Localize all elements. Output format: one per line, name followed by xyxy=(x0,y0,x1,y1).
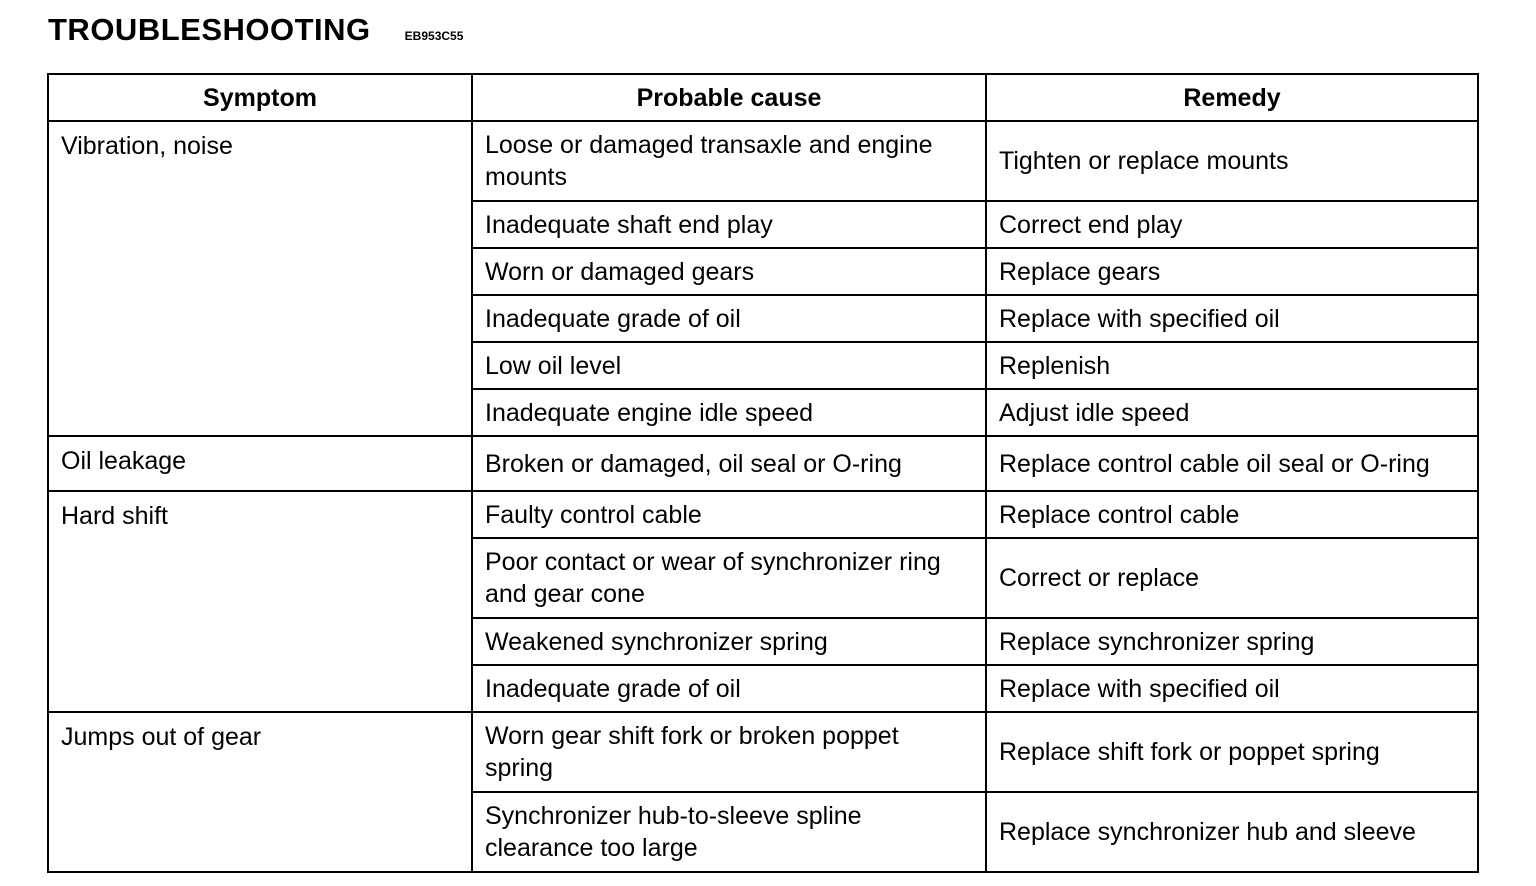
table-row xyxy=(48,712,1478,792)
cause-cell: Synchronizer hub-to-sleeve spline clearance too large xyxy=(472,792,986,872)
remedy-cell: Correct end play xyxy=(986,201,1478,248)
cause-cell: Inadequate grade of oil xyxy=(472,295,986,342)
remedy-cell: Correct or replace xyxy=(986,538,1478,618)
symptom-cell: Hard shift xyxy=(48,491,472,712)
cause-cell: Poor contact or wear of synchronizer ring and gear cone xyxy=(472,538,986,618)
page-title: TROUBLESHOOTING xyxy=(48,12,371,47)
remedy-cell: Replace synchronizer spring xyxy=(986,618,1478,665)
cause-cell: Worn or damaged gears xyxy=(472,248,986,295)
cause-cell: Broken or damaged, oil seal or O-ring xyxy=(472,436,986,491)
remedy-cell: Replace gears xyxy=(986,248,1478,295)
cause-cell: Faulty control cable xyxy=(472,491,986,538)
remedy-cell: Replace with specified oil xyxy=(986,295,1478,342)
remedy-cell: Replace synchronizer hub and sleeve xyxy=(986,792,1478,872)
table-header-row xyxy=(48,74,1478,121)
cause-cell: Inadequate shaft end play xyxy=(472,201,986,248)
table-row xyxy=(48,121,1478,201)
header-remedy: Remedy xyxy=(986,74,1478,121)
symptom-cell: Vibration, noise xyxy=(48,121,472,436)
cause-cell: Worn gear shift fork or broken poppet spring xyxy=(472,712,986,792)
remedy-cell: Tighten or replace mounts xyxy=(986,121,1478,201)
remedy-cell: Replace shift fork or poppet spring xyxy=(986,712,1478,792)
troubleshooting-table xyxy=(47,73,1479,873)
document-header xyxy=(48,12,463,48)
cause-cell: Loose or damaged transaxle and engine mounts xyxy=(472,121,986,201)
table-row xyxy=(48,491,1478,538)
remedy-cell: Replace control cable oil seal or O-ring xyxy=(986,436,1478,491)
remedy-cell: Replace with specified oil xyxy=(986,665,1478,712)
document-code: EB953C55 xyxy=(404,29,464,43)
cause-cell: Low oil level xyxy=(472,342,986,389)
table-row xyxy=(48,436,1478,491)
symptom-cell: Jumps out of gear xyxy=(48,712,472,872)
remedy-cell: Replace control cable xyxy=(986,491,1478,538)
header-symptom: Symptom xyxy=(48,74,472,121)
header-probable-cause: Probable cause xyxy=(472,74,986,121)
remedy-cell: Adjust idle speed xyxy=(986,389,1478,436)
cause-cell: Inadequate grade of oil xyxy=(472,665,986,712)
symptom-cell: Oil leakage xyxy=(48,436,472,491)
remedy-cell: Replenish xyxy=(986,342,1478,389)
cause-cell: Inadequate engine idle speed xyxy=(472,389,986,436)
cause-cell: Weakened synchronizer spring xyxy=(472,618,986,665)
